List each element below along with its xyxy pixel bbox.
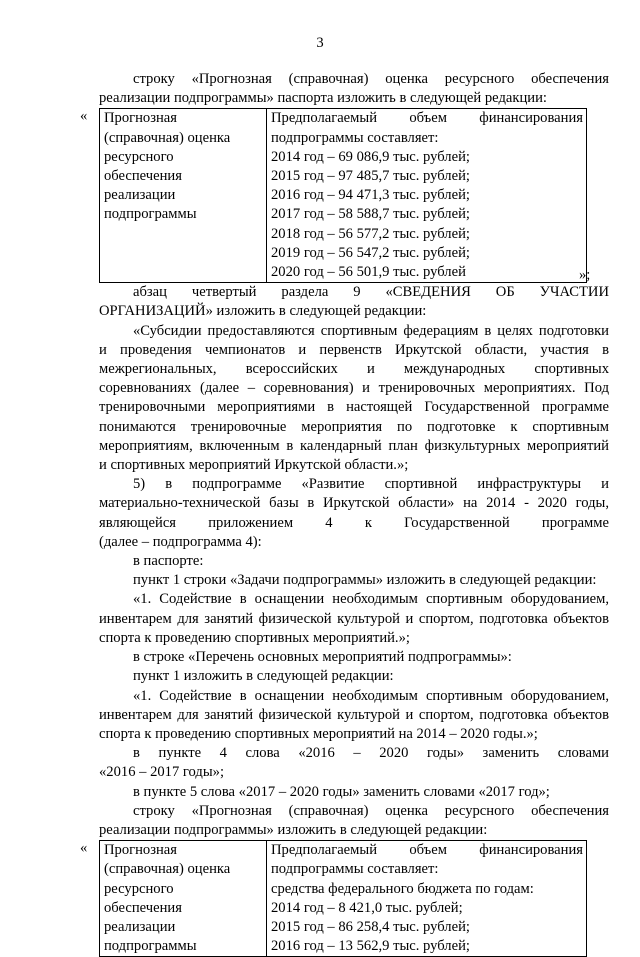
paragraph: строку «Прогнозная (справочная) оценка ресурсного обеспечения (133, 802, 609, 819)
paragraph: в пункте 4 слова «2016 – 2020 годы» заменить словами (133, 745, 609, 762)
paragraph-cont: спорта к проведению спортивных мероприятий.»; (99, 629, 410, 646)
table-right-cell: Предполагаемый объем финансирования подпрограммы составляет: средства федерального бюджета по годам: 2014 год – 8 421,0 тыс. рублей; 2015 год – 86 258,4 тыс. рублей; 2016 год – 13 562,9 тыс. рублей; (267, 841, 587, 957)
paragraph-cont: межрегиональных, всероссийских и международных спортивных (99, 361, 609, 378)
paragraph: 5) в подпрограмме «Развитие спортивной инфраструктуры и (133, 476, 609, 493)
page-number: 3 (316, 35, 324, 51)
close-quote: »; (579, 267, 591, 284)
open-quote: « (80, 108, 88, 125)
resource-table-2 (80, 840, 609, 957)
paragraph: строку «Прогнозная (справочная) оценка ресурсного обеспечения (133, 71, 609, 87)
paragraph-cont: инвентарем для занятий физической культурой и спортом, подготовка объектов (99, 610, 609, 627)
paragraph-cont: материально-технической базы в Иркутской области» на 2014 - 2020 годы, (99, 495, 609, 512)
table-left-cell: Прогнозная (справочная) оценка ресурсного обеспечения реализации подпрограммы (100, 109, 267, 283)
paragraph: «1. Содействие в оснащении необходимым спортивным оборудованием, (133, 591, 609, 608)
paragraph: в пункте 5 слова «2017 – 2020 годы» заменить словами «2017 год»; (133, 783, 550, 800)
resource-table-1 (80, 108, 609, 284)
paragraph-cont: и проведения чемпионатов и первенств Иркутской области, участия в (99, 341, 609, 358)
paragraph-cont: спорта к проведению спортивных мероприятий на 2014 – 2020 годы.»; (99, 725, 538, 742)
paragraph: абзац четвертый раздела 9 «СВЕДЕНИЯ ОБ УЧАСТИИ (133, 284, 609, 301)
paragraph-cont: «2016 – 2017 годы»; (99, 764, 224, 781)
open-quote: « (80, 840, 88, 857)
document-body (80, 70, 609, 957)
table-right-cell: Предполагаемый объем финансирования подпрограммы составляет: 2014 год – 69 086,9 тыс. рублей; 2015 год – 97 485,7 тыс. рублей; 2016 год – 94 471,3 тыс. рублей; 2017 год – 58 588,7 тыс. рублей; 2018 год – 56 577,2 тыс. рублей; 2019 год – 56 547,2 тыс. рублей; 2020 год – 56 501,9 тыс. рублей (267, 109, 587, 283)
paragraph: пункт 1 строки «Задачи подпрограммы» изложить в следующей редакции: (133, 572, 597, 589)
paragraph-cont: соревнованиях (далее – соревнования) и тренировочных мероприятиях. Под (99, 380, 609, 397)
paragraph-cont: реализации подпрограммы» паспорта изложить в следующей редакции: (99, 90, 547, 107)
paragraph-cont: (далее – подпрограмма 4): (99, 533, 262, 550)
paragraph-cont: ОРГАНИЗАЦИЙ» изложить в следующей редакции: (99, 303, 427, 320)
paragraph: «1. Содействие в оснащении необходимым спортивным оборудованием, (133, 687, 609, 704)
paragraph: в паспорте: (133, 553, 204, 570)
paragraph-cont: и спортивных мероприятий Иркутской области.»; (99, 457, 409, 474)
paragraph-cont: являющейся приложением 4 к Государственной программе (99, 514, 609, 531)
paragraph: пункт 1 изложить в следующей редакции: (133, 668, 394, 685)
paragraph: в строке «Перечень основных мероприятий подпрограммы»: (133, 649, 512, 666)
paragraph-cont: реализации подпрограммы» изложить в следующей редакции: (99, 821, 488, 838)
table-left-cell: Прогнозная (справочная) оценка ресурсного обеспечения реализации подпрограммы (100, 841, 267, 957)
paragraph-cont: мероприятиям, включенным в календарный план физкультурных мероприятий (99, 437, 609, 454)
paragraph-cont: тренировочными мероприятиями в настоящей Государственной программе (99, 399, 609, 416)
paragraph: «Субсидии предоставляются спортивным федерациям в целях подготовки (133, 322, 609, 339)
paragraph-cont: понимаются тренировочные мероприятия по подготовке к спортивным (99, 418, 609, 435)
paragraph-cont: инвентарем для занятий физической культурой и спортом, подготовка объектов (99, 706, 609, 723)
